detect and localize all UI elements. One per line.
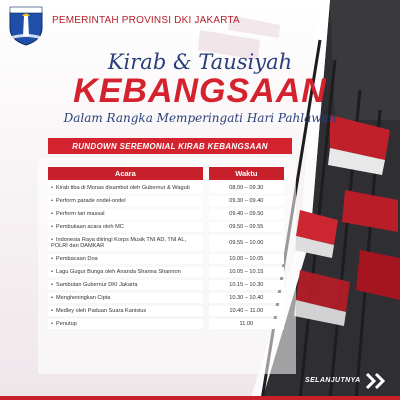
rundown-table [48,164,284,332]
table-row [48,319,284,329]
table-row [48,254,284,264]
row-event: • Kirab tiba di Monas disambut oleh Gubernur & Wagub [48,183,203,193]
row-event: • Indonesia Raya diiringi Korps Musik TNI AD, TNI AL, POLRI dan DAMKAR [48,235,203,251]
row-event: • Medley oleh Paduan Suara Kanisius [48,306,203,316]
table-row [48,293,284,303]
row-time: 11.00 [209,319,284,329]
row-time: 10.15 – 10.30 [209,280,284,290]
title-line-1: Kirab & Tausiyah [107,50,293,74]
title-line-2: KEBANGSAAN [73,72,327,110]
table-row [48,235,284,251]
row-time: 09.50 – 09.55 [209,222,284,232]
rundown-table-panel [38,158,296,374]
table-row [48,222,284,232]
row-event: • Sambutan Gubernur DKI Jakarta [48,280,203,290]
rundown-title: RUNDOWN SEREMONIAL KIRAB KEBANGSAAN [72,141,268,151]
header [8,6,240,46]
row-time: 08.00 – 09.30 [209,183,284,193]
table-row [48,183,284,193]
row-time: 10.30 – 10.40 [209,293,284,303]
organization-name: PEMERINTAH PROVINSI DKI JAKARTA [52,14,240,26]
table-row [48,306,284,316]
row-event: • Perform tari massal [48,209,203,219]
row-event: • Pembukaan acara oleh MC [48,222,203,232]
rundown-ribbon [48,138,292,154]
row-time: 09.30 – 09.40 [209,196,284,206]
row-event: • Mengheningkan Cipta [48,293,203,303]
column-header-waktu: Waktu [209,167,284,180]
row-event: • Pembacaan Doa [48,254,203,264]
double-chevron-right-icon[interactable] [365,372,387,390]
table-header-row [48,167,284,180]
bottom-accent-strip [0,396,400,400]
row-time: 10.05 – 10.15 [209,267,284,277]
row-event: • Penutup [48,319,203,329]
table-row [48,267,284,277]
row-time: 09.40 – 09.50 [209,209,284,219]
table-row [48,196,284,206]
row-time: 10.00 – 10.05 [209,254,284,264]
dki-jakarta-crest-icon [8,6,44,46]
row-time: 10.40 – 11.00 [209,306,284,316]
row-event: • Lagu Gugur Bunga oleh Ananda Shanna Shannon [48,267,203,277]
table-row [48,280,284,290]
row-time: 09.55 – 10.00 [209,235,284,251]
table-row [48,209,284,219]
row-event: • Perform parade ondel-ondel [48,196,203,206]
title-line-3: Dalam Rangka Memperingati Hari Pahlawan [63,111,337,125]
column-header-acara: Acara [48,167,203,180]
next-label[interactable]: SELANJUTNYA [305,377,361,384]
